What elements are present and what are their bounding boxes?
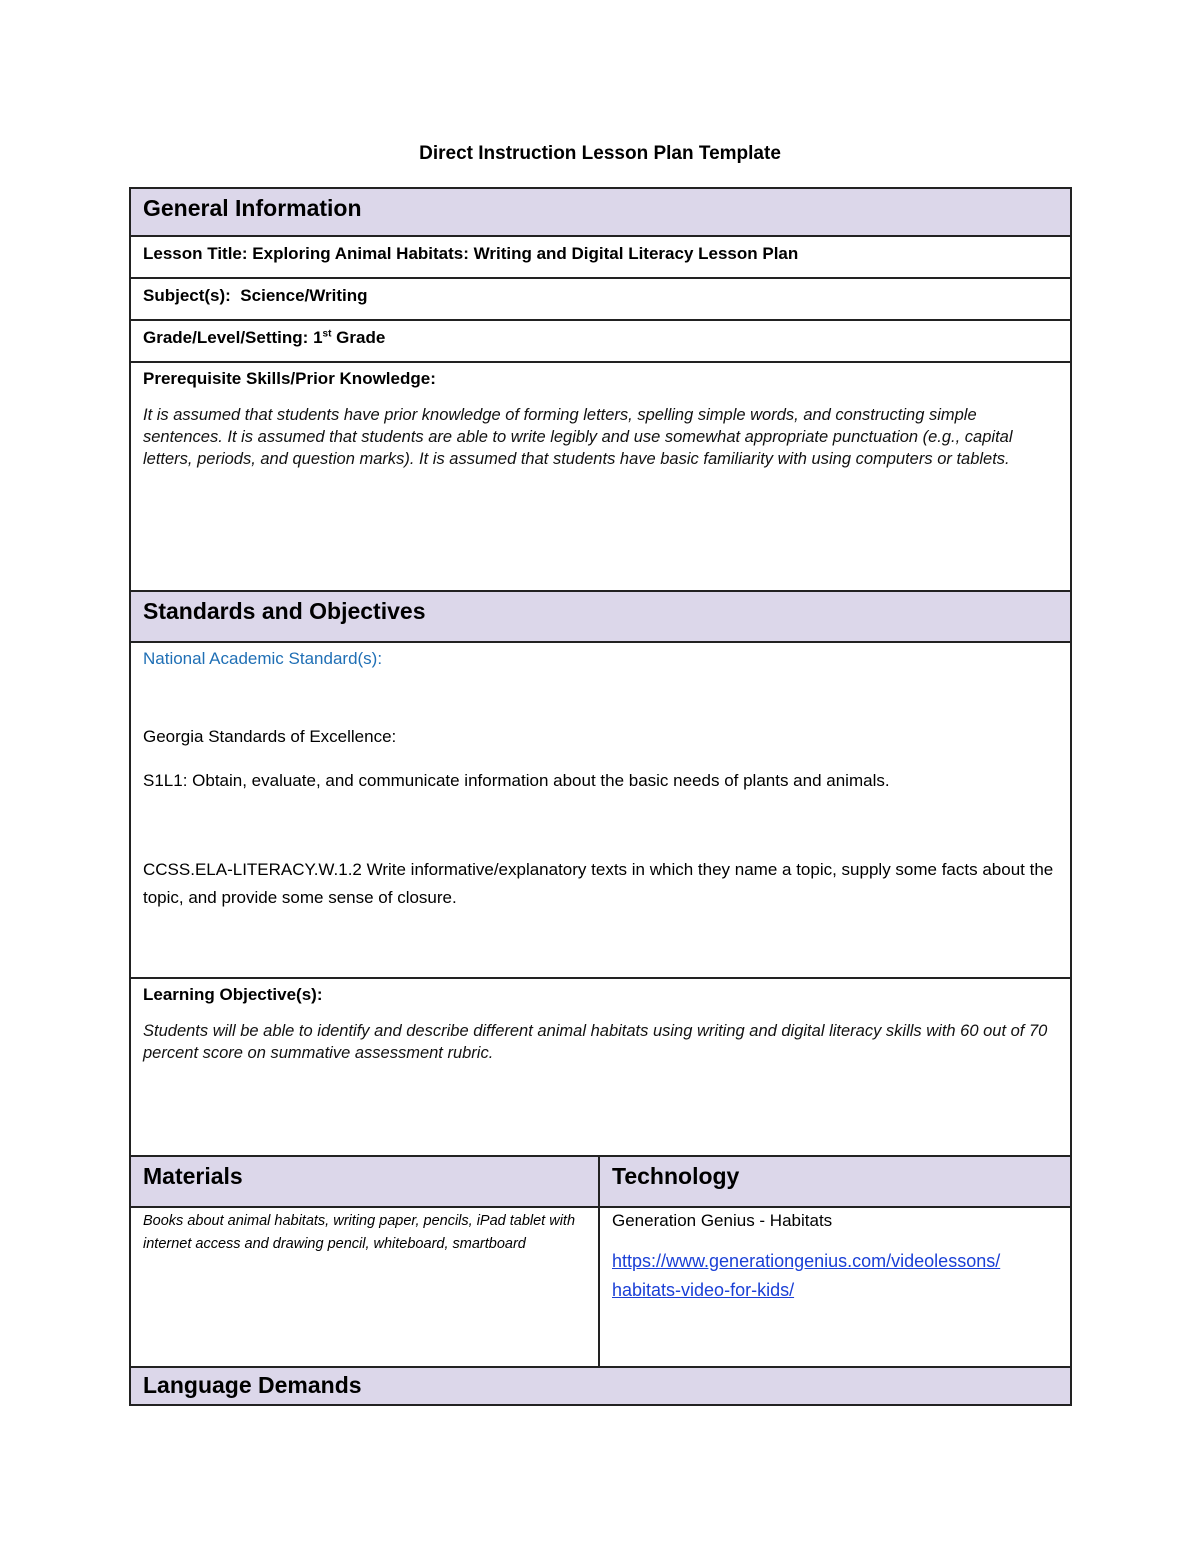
materials-cell	[130, 1207, 599, 1367]
technology-cell	[599, 1207, 1071, 1367]
technology-header	[599, 1156, 1071, 1207]
lesson-title-label: Lesson Title:	[143, 244, 248, 263]
materials-header-text: Materials	[143, 1163, 243, 1189]
grade-value-suffix: st	[322, 328, 332, 340]
materials-header	[130, 1156, 599, 1207]
prerequisite-label: Prerequisite Skills/Prior Knowledge:	[143, 369, 436, 388]
grade-value-number: 1	[313, 328, 323, 347]
prerequisite-cell	[130, 362, 1071, 591]
grade-row	[130, 320, 1071, 362]
subject-row	[130, 278, 1071, 320]
standard-s1l1: S1L1: Obtain, evaluate, and communicate information about the basic needs of plants and animals.	[143, 771, 890, 790]
document-title: Direct Instruction Lesson Plan Template	[419, 143, 781, 164]
grade-value-rest: Grade	[336, 328, 386, 347]
lesson-plan-table	[129, 187, 1072, 1406]
learning-objective-cell	[130, 978, 1071, 1156]
grade-label: Grade/Level/Setting:	[143, 328, 309, 347]
technology-resource: Generation Genius - Habitats	[612, 1211, 833, 1230]
standards-cell	[130, 642, 1071, 978]
standards-objectives-header-text: Standards and Objectives	[143, 598, 426, 624]
national-standards-label: National Academic Standard(s):	[143, 649, 383, 668]
link-line-2: habitats-video-for-kids/	[612, 1280, 795, 1300]
language-demands-header-text: Language Demands	[143, 1372, 362, 1398]
language-demands-header	[130, 1367, 1071, 1405]
lesson-title-value: Exploring Animal Habitats: Writing and Digital Literacy Lesson Plan	[252, 244, 799, 263]
materials-text: Books about animal habitats, writing paper, pencils, iPad tablet with internet access and drawing pencil, whiteboard, smartboard	[143, 1213, 576, 1252]
learning-objective-label: Learning Objective(s):	[143, 985, 323, 1004]
prerequisite-text: It is assumed that students have prior knowledge of forming letters, spelling simple words, and constructing simple sentences. It is assumed that students are able to write legibly and use somewhat appropriate punctuation (e.g., capital letters, periods, and question marks). It is assumed that students have basic familiarity with using computers or tablets.	[143, 406, 1013, 468]
learning-objective-text: Students will be able to identify and describe different animal habitats using writing and digital literacy skills with 60 out of 70 percent score on summative assessment rubric.	[143, 1022, 1048, 1062]
georgia-standards-label: Georgia Standards of Excellence:	[143, 727, 397, 746]
link-line-1: https://www.generationgenius.com/videolessons/	[612, 1251, 1001, 1271]
subject-value: Science/Writing	[240, 286, 368, 305]
lesson-title-row	[130, 236, 1071, 278]
technology-header-text: Technology	[612, 1163, 740, 1189]
general-information-header	[130, 188, 1071, 236]
habitats-video-link[interactable]	[612, 1251, 1000, 1300]
standards-objectives-header	[130, 591, 1071, 642]
subject-label: Subject(s):	[143, 286, 231, 305]
general-information-header-text: General Information	[143, 195, 362, 221]
standard-ccss: CCSS.ELA-LITERACY.W.1.2 Write informative/explanatory texts in which they name a topic, supply some facts about the topic, and provide some sense of closure.	[143, 860, 1054, 907]
